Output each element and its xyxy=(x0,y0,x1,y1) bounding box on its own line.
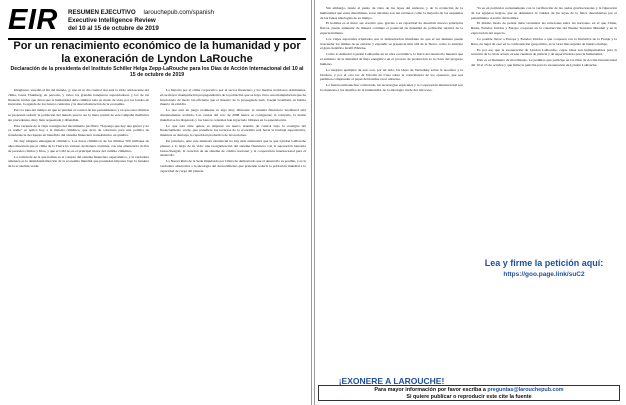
paragraph: Este es el momento de movilizarse. Le pedimos que participe en los Días de Acción Internacional del 10 al 15 de octubre y que firme la petición para la exoneración de Lyndon LaRouche. xyxy=(471,58,617,67)
deck: Declaración de la presidenta del Instituto Schiller Helga Zepp-LaRouche para los Días de Acción Internacional del 10 al 15 de octubre de 2019 xyxy=(10,66,304,79)
footer-line-1 xyxy=(319,387,619,394)
paragraph: No hay ninguna emergencia climática. Los datos climáticos de los últimos 500 millones de años muestran que el clima de la Tierra ha variado de manera continua, con una alternancia cíclica de periodos cálidos y fríos, y que el CO2 no es el principal motor del cambio climático. xyxy=(8,139,149,153)
paragraph: Pero la idea del tiempo en que se pierden el control de sus pensamientos y en que estos últimos se proponen reducir la población del mundo parece ser la meta central de esta campaña mediática sin precedentes, muy bien orquestada y difundida. xyxy=(8,108,149,122)
paragraph: Es por eso que la exoneración de Lyndon LaRouche, cuyas ideas son indispensables para la solución de la crisis actual, es una cuestión de justicia y de supervivencia para la humanidad. xyxy=(471,47,617,57)
petition-title: Lea y firme la petición aquí: xyxy=(484,258,604,268)
exonerate-slogan: ¡EXONERE A LAROUCHE! xyxy=(338,376,445,386)
column-left-1 xyxy=(8,88,149,400)
paragraph: El mismo modo de pensar debe reorientar las relaciones entre las naciones, en el que China, Rusia, Estados Unidos y Europa cooperen en la construcción del Puente Terrestre Mundial y en la exploración del espacio. xyxy=(471,21,617,35)
masthead-title-line xyxy=(68,9,214,16)
paragraph: La Nueva Ruta de la Seda impulsada por China ha demostrado que el desarrollo es posible, y es la verdadera alternativa a la ideología del decrecimiento que pretende reducir la población mundial a la capacidad de carga del planeta. xyxy=(160,159,306,173)
paragraph: Lo que está en juego realmente es algo muy diferente: el sistema financiero neoliberal está absolutamente acabado. Las causas del crac de 2008 nunca se corrigieron; al contrario, la deuda mundial se ha disparado y los bancos centrales han inyectado billones en la especulación. xyxy=(160,108,306,122)
paragraph: Los viajes espaciales tripulados son la demostración triunfante de que el ser humano puede trascender los límites de su entorno y expandir su presencia más allá de la Tierra, como lo anticipó el gran científico Krafft Ehricke. xyxy=(320,36,463,51)
eir-logo: EIR xyxy=(8,4,58,36)
petition-link[interactable]: https://goo.page.link/suC2 xyxy=(503,271,585,278)
column-right-2 xyxy=(471,6,617,252)
column-right-1 xyxy=(320,6,463,400)
masthead xyxy=(8,6,306,40)
paragraph: El hombre es el único ser creativo que, gracias a su capacidad de descubrir nuevos principios físicos, puede aumentar de manera continua el potencial de densidad de población relativa de la especie humana. xyxy=(320,21,463,35)
left-page xyxy=(0,0,312,405)
paragraph: Lo posible llevar a Europa y Estados Unidos a que cooperen con la Iniciativa de la Franja y la Ruta, en lugar de caer en la confrontación geopolítica, es la tarea más urgente de nuestro tiempo. xyxy=(471,36,617,46)
footer-contact-text: Para mayor información por favor escriba a xyxy=(374,387,488,393)
paragraph: Ya es en particular recientemente con la verificación de las ondas gravitacionales y la figuración de los agujeros negros, que se demuestra la validez de las leyes de la física descubiertas por el pensamiento creativo del hombre. xyxy=(471,6,617,20)
paragraph: Lo que esta élite quiere es imponer un nuevo sistema de control bajo la consigna del financiamiento verde, que transfiere los recursos de la economía real hacia la burbuja especulativa, mientras se destruye la capacidad productiva de las naciones. xyxy=(160,123,306,138)
contact-footer xyxy=(318,385,620,401)
paragraph: En principio, ante esta amenaza existencial no hay más alternativa que la que Lyndon LaRouche planteó a lo largo de su vida: una reorganización del sistema financiero con la separación bancaria Glass-Steagall, la creación de un sistema de crédito nacional y la cooperación internacional para el desarrollo. xyxy=(160,139,306,158)
paragraph: Lo mejores ejemplos de esto son, por un lado, las ideas de Vernadsky sobre la noosfera y la biosfera, y por el otro las de Nicolás de Cusa sobre la coincidencia de los opuestos, que nos permiten comprender el papel del hombre en el universo. xyxy=(320,67,463,82)
paragraph: La historia por el clima corporativo por el sector financiero y los medios noticiosos dominantes, en su mayor manipulación propagandística de la población que se haya visto, una manipulación que ha funcionado de modo tan eficiente que el maestro de la propaganda nazi, Joseph Goebbels, se habría muerto de envidia. xyxy=(160,88,306,107)
footer-line-2: Si quiere publicar o reproducir este cite la fuente xyxy=(406,393,532,400)
paragraph: La catástrofe de la que hablan es el colapso del sistema financiero especulativo, y la verdadera amenaza es la desindustrialización de la economía mundial que pretenden imponer bajo la bandera de la economía verde. xyxy=(8,154,149,168)
contact-email-link[interactable]: preguntas@larouchepub.com xyxy=(487,387,564,393)
column-left-2 xyxy=(160,88,306,400)
headline: Por un renacimiento económico de la humanidad y por la exoneración de Lyndon LaRouche xyxy=(13,40,301,65)
paragraph: Imagínese: sucedió el fin del mundo, ¡y uno ni se dio cuenta! Así está la idolo adolescente del clima, Greta Thunberg, en persona, y todos los grandes banqueros especuladores y los de las finanzas verdes que dicen que la humanidad debe cambiar todo su modo de vida, por los fondos de inversión, la agenda de los bancos centrales y la descarbonización de la economía. xyxy=(8,88,149,107)
masthead-url[interactable]: larouchepub.com/spanish xyxy=(143,9,214,16)
masthead-date: del 10 al 15 de octubre de 2019 xyxy=(68,25,159,32)
paragraph: La fusión termonuclear controlada, las tecnologías espaciales y la cooperación internacional son la respuesta a los desafíos de la humanidad, no la ideología verde del retroceso. xyxy=(320,83,463,92)
paragraph: Esta variante de la vieja consigna del movimiento pacifista: "Suponga que hay una guerra y no va nadie" se aplica hoy a la histeria climática, que sirve de cobertura para una política de transferencia de riqueza en beneficio del sistema financiero transatlántico en quiebra. xyxy=(8,123,149,138)
masthead-title: RESUMEN EJECUTIVO xyxy=(68,9,136,16)
paragraph: Como lo demostró Lyndon LaRouche en su obra económica, la física del desarrollo muestra que el aumento de la densidad de flujo energético en el proceso de producción es la clave del progreso humano. xyxy=(320,52,463,66)
petition-callout xyxy=(471,258,617,318)
paragraph: Sin embargo, desde el punto de vista de las leyes del universo y de la evolución de la humanidad que estas determinan, estos axiomas son tan erróneos como la mayoría de los esquemas de las falsas ideologías de su tiempo. xyxy=(320,6,463,20)
masthead-subtitle: Executive Intelligence Review xyxy=(68,17,156,24)
